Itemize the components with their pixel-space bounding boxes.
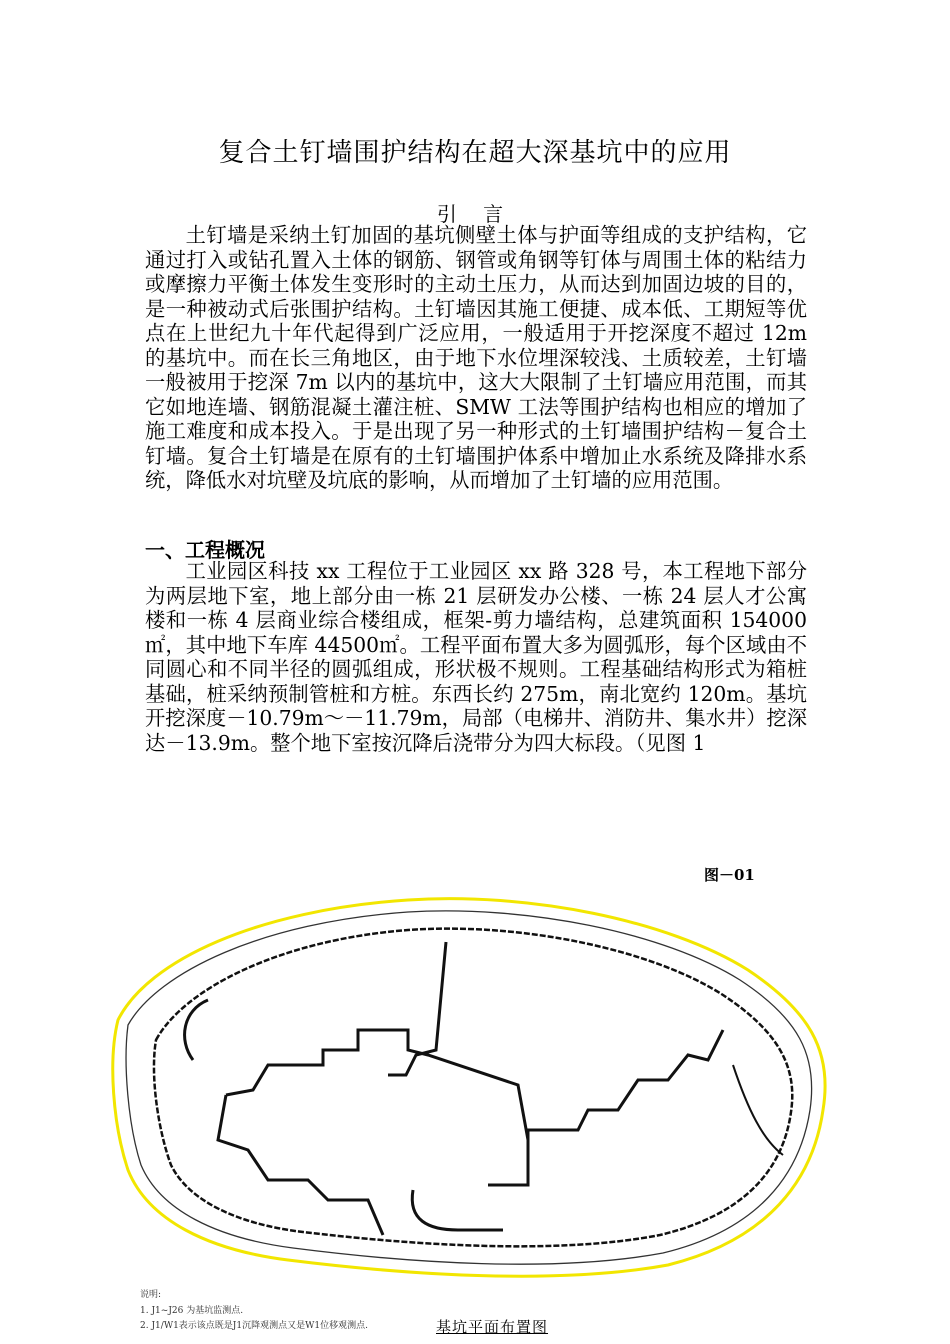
legend-note-1: 1. J1~J26 为基坑监测点.	[140, 1306, 244, 1316]
legend-note-2: 2. J1/W1表示该点既是J1沉降观测点又是W1位移观测点.	[140, 1321, 368, 1331]
figure-label: 图－01	[704, 866, 755, 884]
section1-paragraph: 工业园区科技 xx 工程位于工业园区 xx 路 328 号，本工程地下部分为两层地下室，地上部分由一栋 21 层研发办公楼、一栋 24 层人才公寓楼和一栋 4 层商业综合楼组成，框架-剪力墙结构，总建筑面积 154000㎡，其中地下车库 44500㎡。工程平面布置大多为圆弧形，每个区域由不同圆心和不同半径的圆弧组成，形状极不规则。工程基础结构形式为箱桩基础，桩采纳预制管桩和方桩。东西长约 275m，南北宽约 120m。基坑开挖深度－10.79m～－11.79m，局部（电梯井、消防井、集水井）挖深达－13.9m。整个地下室按沉降后浇带分为四大标段。（见图 1	[145, 559, 807, 755]
site-plan-figure	[108, 880, 838, 1280]
site-plan-drawing	[108, 880, 838, 1280]
legend-title: 说明:	[140, 1290, 162, 1300]
page-title: 复合土钉墙围护结构在超大深基坑中的应用	[218, 138, 732, 168]
pit-outline	[154, 929, 792, 1247]
outer-road-line	[126, 911, 812, 1264]
divider-s4-left	[218, 1095, 383, 1235]
section1-heading: 一、工程概况	[145, 538, 265, 562]
right-curve	[733, 1065, 783, 1155]
left-arc	[185, 1000, 208, 1060]
divider-s1-s2	[528, 1030, 723, 1185]
divider-s4-upper	[226, 1030, 528, 1185]
inner-ramp-curve	[412, 1190, 503, 1230]
divider-s3-s2	[388, 942, 446, 1075]
intro-paragraph: 土钉墙是采纳土钉加固的基坑侧壁土体与护面等组成的支护结构，它通过打入或钻孔置入土体的钢筋、钢管或角钢等钉体与周围土体的粘结力或摩擦力平衡土体发生变形时的主动土压力，从而达到加固边坡的目的，是一种被动式后张围护结构。土钉墙因其施工便捷、成本低、工期短等优点在上世纪九十年代起得到广泛应用，一般适用于开挖深度不超过 12m 的基坑中。而在长三角地区，由于地下水位埋深较浅、土质较差，土钉墙一般被用于挖深 7m 以内的基坑中，这大大限制了土钉墙应用范围，而其它如地连墙、钢筋混凝土灌注桩、SMW 工法等围护结构也相应的增加了施工难度和成本投入。于是出现了另一种形式的土钉墙围护结构－复合土钉墙。复合土钉墙是在原有的土钉墙围护体系中增加止水系统及降排水系统，降低水对坑壁及坑底的影响，从而增加了土钉墙的应用范围。	[145, 223, 807, 492]
intro-heading: 引 言	[436, 202, 514, 226]
figure-caption: 基坑平面布置图	[436, 1318, 549, 1336]
